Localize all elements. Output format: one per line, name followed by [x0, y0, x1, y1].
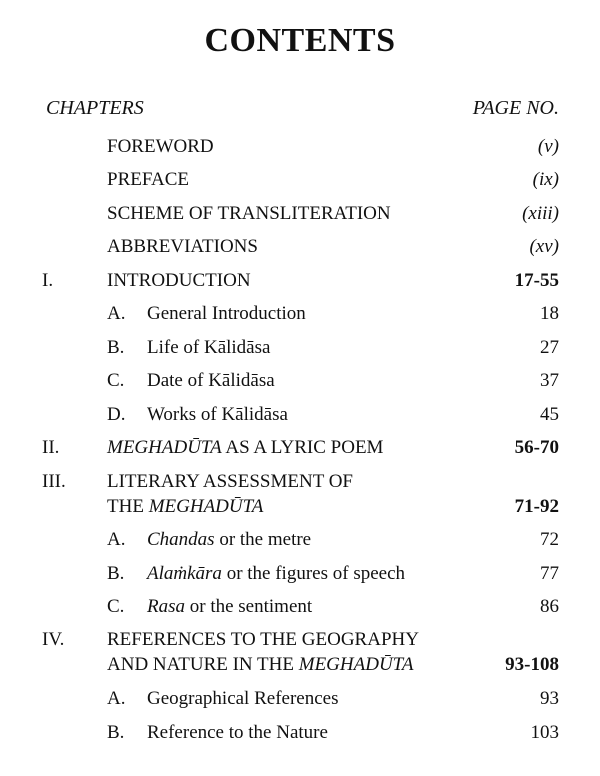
subentry-page: 86	[540, 596, 559, 617]
subentry-title: Life of Kālidāsa	[147, 337, 271, 358]
toc-chapter-3-line-1	[0, 471, 600, 499]
term: Rasa	[147, 596, 185, 617]
subentry-title: Reference to the Nature	[147, 722, 328, 743]
toc-subentry	[0, 529, 600, 557]
subentry-page: 103	[530, 722, 559, 743]
subentry-title: General Introduction	[147, 303, 306, 324]
subentry-letter: B.	[107, 337, 125, 358]
toc-chapter-4-line-2	[0, 654, 600, 682]
toc-subentry	[0, 688, 600, 716]
toc-subentry	[0, 563, 600, 591]
subentry-title	[147, 596, 312, 618]
subentry-letter: C.	[107, 596, 125, 617]
chapter-title-plain: THE	[107, 496, 149, 517]
toc-chapter-1	[0, 270, 600, 298]
chapter-number: III.	[42, 471, 66, 492]
page-number-column-header: PAGE NO.	[472, 97, 559, 119]
entry-page: (xv)	[529, 236, 559, 257]
chapter-title: LITERARY ASSESSMENT OF	[107, 471, 353, 492]
subentry-title: Works of Kālidāsa	[147, 404, 288, 425]
entry-title: PREFACE	[107, 169, 190, 190]
subentry-title	[147, 529, 311, 551]
subentry-title	[147, 563, 405, 585]
chapter-title-plain: AND NATURE IN THE	[107, 654, 299, 675]
toc-chapter-4-line-1	[0, 629, 600, 657]
chapter-pages: 93-108	[505, 654, 559, 675]
entry-title: ABBREVIATIONS	[107, 236, 258, 257]
toc-chapter-2	[0, 437, 600, 465]
subentry-letter: A.	[107, 529, 126, 550]
subentry-title: Geographical References	[147, 688, 339, 709]
toc-subentry	[0, 337, 600, 365]
toc-subentry	[0, 596, 600, 624]
toc-subentry	[0, 404, 600, 432]
toc-subentry	[0, 370, 600, 398]
subentry-page: 18	[540, 303, 559, 324]
chapter-number: II.	[42, 437, 60, 458]
subentry-page: 72	[540, 529, 559, 550]
chapter-title	[107, 437, 383, 459]
subentry-page: 93	[540, 688, 559, 709]
entry-title: FOREWORD	[107, 136, 214, 157]
chapter-pages: 17-55	[514, 270, 559, 291]
subentry-page: 45	[540, 404, 559, 425]
chapter-number: I.	[42, 270, 54, 291]
subentry-letter: B.	[107, 722, 125, 743]
entry-page: (v)	[537, 136, 559, 157]
subentry-page: 27	[540, 337, 559, 358]
subentry-letter: A.	[107, 688, 126, 709]
toc-entry-preface	[0, 169, 600, 197]
subentry-title-rest: or the sentiment	[185, 596, 313, 617]
chapter-pages: 71-92	[514, 496, 559, 517]
toc-subentry	[0, 722, 600, 750]
subentry-page: 37	[540, 370, 559, 391]
chapters-column-header: CHAPTERS	[46, 97, 144, 119]
subentry-letter: D.	[107, 404, 126, 425]
entry-title: SCHEME OF TRANSLITERATION	[107, 203, 391, 224]
toc-entry-foreword	[0, 136, 600, 164]
chapter-number: IV.	[42, 629, 65, 650]
entry-page: (xiii)	[522, 203, 559, 224]
subentry-title-rest: or the figures of speech	[221, 563, 406, 584]
chapter-title-rest: AS A LYRIC POEM	[221, 437, 384, 458]
toc-chapter-3-line-2	[0, 496, 600, 524]
subentry-title: Date of Kālidāsa	[147, 370, 275, 391]
chapter-title: INTRODUCTION	[107, 270, 251, 291]
subentry-letter: A.	[107, 303, 126, 324]
chapter-title-continued	[107, 496, 263, 518]
chapter-pages: 56-70	[514, 437, 559, 458]
term: Chandas	[147, 529, 215, 550]
work-title: MEGHADŪTA	[298, 654, 414, 675]
chapter-title: REFERENCES TO THE GEOGRAPHY	[107, 629, 419, 650]
entry-page: (ix)	[532, 169, 559, 190]
term: Alaṁkāra	[147, 563, 222, 584]
toc-subentry	[0, 303, 600, 331]
subentry-title-rest: or the metre	[214, 529, 312, 550]
work-title: MEGHADŪTA	[107, 437, 222, 458]
page-title: CONTENTS	[204, 22, 396, 59]
toc-entry-abbreviations	[0, 236, 600, 264]
work-title: MEGHADŪTA	[148, 496, 264, 517]
subentry-page: 77	[540, 563, 559, 584]
chapter-title-continued	[107, 654, 413, 676]
toc-entry-scheme	[0, 203, 600, 231]
subentry-letter: B.	[107, 563, 125, 584]
subentry-letter: C.	[107, 370, 125, 391]
